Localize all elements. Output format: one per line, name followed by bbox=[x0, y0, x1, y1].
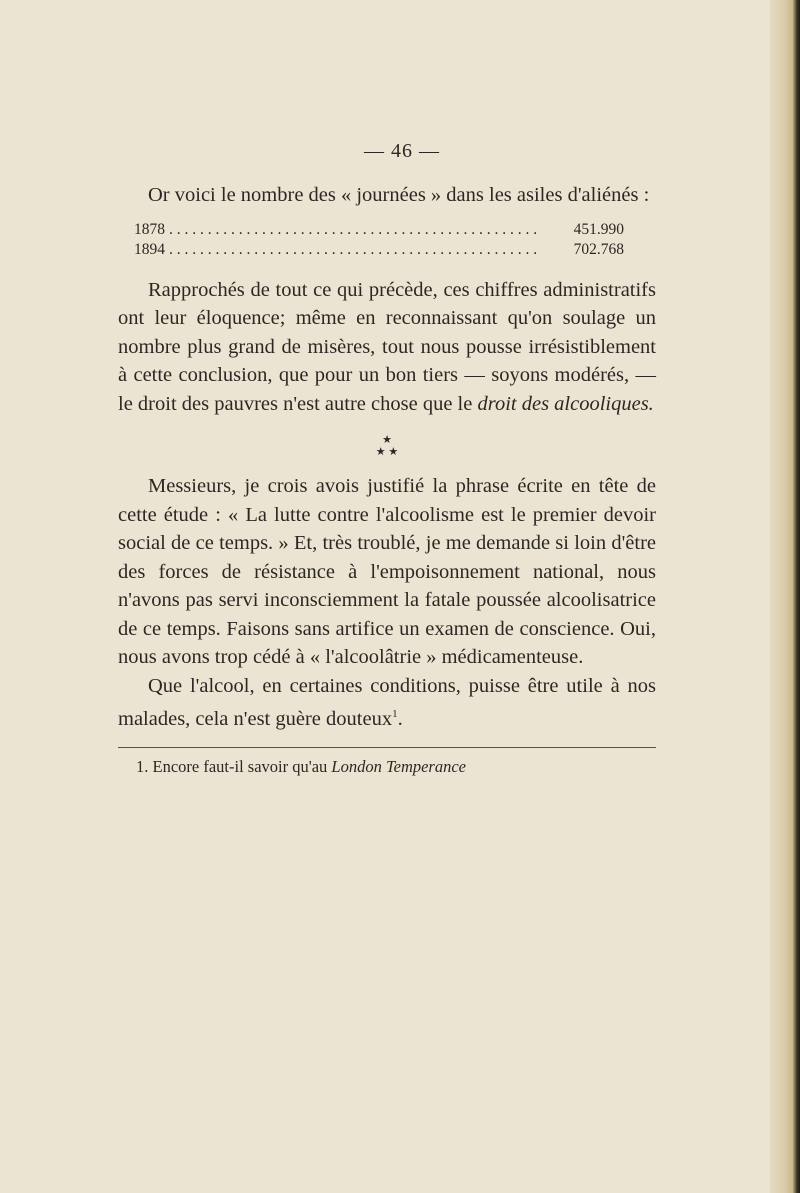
stat-value: 451.990 bbox=[573, 220, 624, 238]
paragraph-text: Rapprochés de tout ce qui précède, ces chiffres administratifs ont leur éloquence; même en reconnaissant qu'on soulage un nombre plus grand de misères, tout nous pousse irrésistiblement à cette conclusion, que pour un bon tiers — soyons modérés, — le droit des pauvres n'est autre chose que le bbox=[118, 278, 656, 415]
stat-year: 1878 bbox=[134, 220, 165, 238]
statistics-list bbox=[134, 220, 624, 260]
leader-dots bbox=[165, 220, 574, 240]
paragraph-que-l-alcool bbox=[118, 672, 656, 734]
footnote-number: 1. bbox=[136, 757, 149, 777]
footnote-reference: 1 bbox=[392, 708, 398, 720]
asterism-bottom: ★ ★ bbox=[375, 446, 399, 458]
stat-row-1878 bbox=[134, 220, 624, 240]
paragraph-rapproches bbox=[118, 276, 656, 419]
paragraph-text: Que l'alcool, en certaines conditions, puisse être utile à nos malades, cela n'est guère douteux bbox=[118, 674, 656, 730]
italic-phrase: droit des alcooliques. bbox=[477, 392, 654, 415]
stat-row-1894 bbox=[134, 240, 624, 260]
asterism-divider bbox=[118, 434, 656, 458]
paragraph-end: . bbox=[397, 707, 403, 730]
page-content bbox=[118, 140, 656, 778]
leader-dots bbox=[165, 240, 574, 260]
footnote-divider bbox=[118, 747, 656, 748]
page-edge-shadow bbox=[770, 0, 800, 1193]
asterism-top: ★ bbox=[382, 434, 392, 446]
page-number: — 46 — bbox=[364, 140, 440, 162]
footnote-italic: London Temperance bbox=[331, 757, 467, 777]
footnote-text: Encore faut-il savoir qu'au bbox=[152, 757, 332, 777]
intro-paragraph: Or voici le nombre des « journées » dans les asiles d'aliénés : bbox=[148, 184, 650, 206]
footnote bbox=[136, 756, 656, 778]
stat-year: 1894 bbox=[134, 240, 165, 258]
stat-value: 702.768 bbox=[573, 240, 624, 258]
paragraph-messieurs: Messieurs, je crois avois justifié la phrase écrite en tête de cette étude : « La lutte contre l'alcoolisme est le premier devoir social de ce temps. » Et, très troublé, je me demande si loin d'être des forces de résistance à l'empoisonnement national, nous n'avons pas servi inconsciemment la fatale poussée alcoolisatrice de ce temps. Faisons sans artifice un examen de conscience. Oui, nous avons trop cédé à « l'alcoolâtrie » médicamenteuse. bbox=[118, 475, 656, 668]
